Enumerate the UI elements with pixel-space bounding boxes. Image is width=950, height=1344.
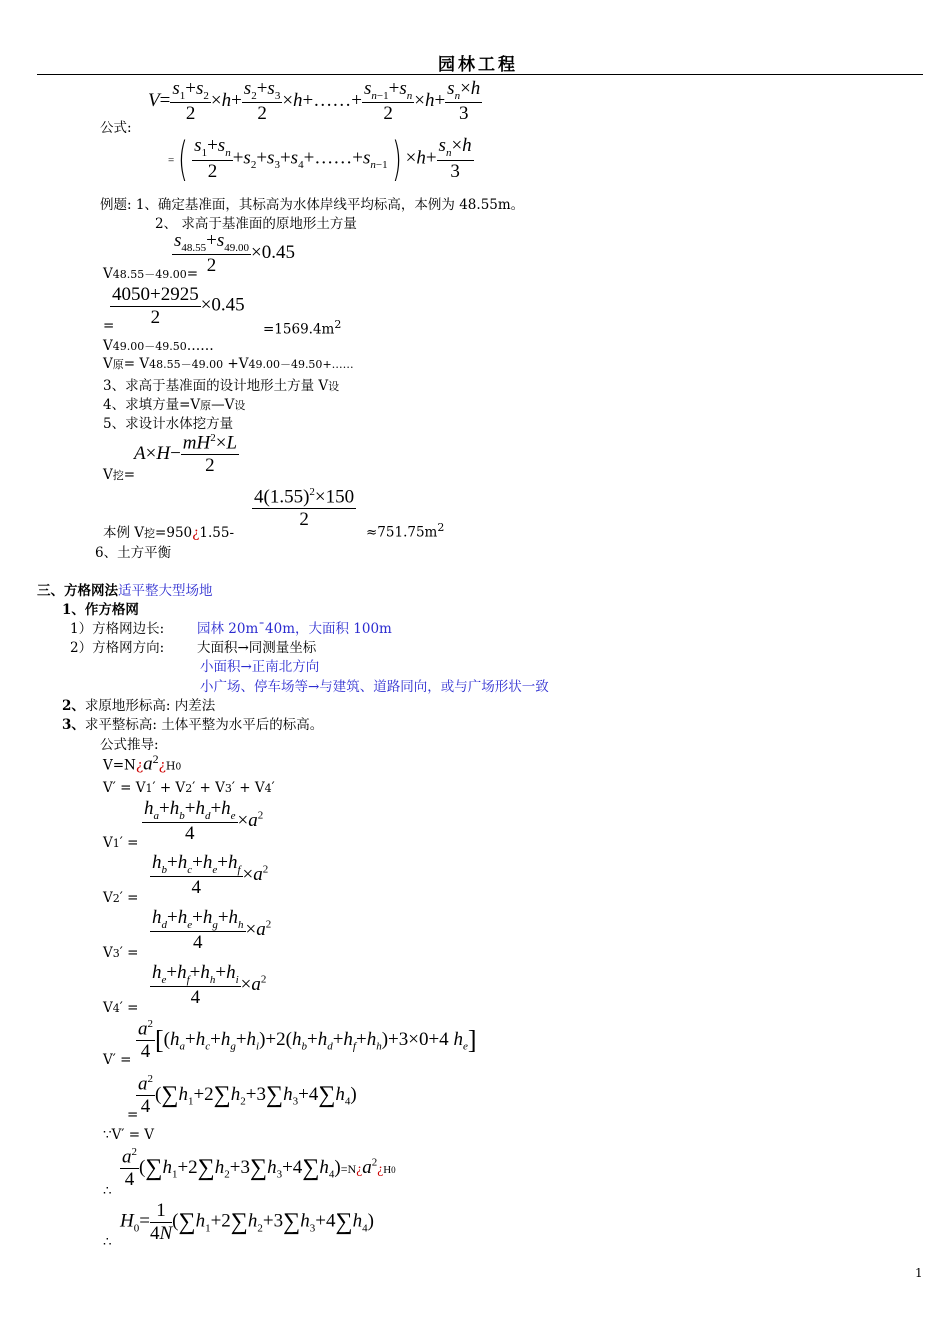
section3-title: 三、方格网法适平整大型场地 xyxy=(37,583,213,599)
item1-2-value3: 小广场、停车场等→与建筑、道路同向，或与广场形状一致 xyxy=(200,679,549,695)
therefore-symbol-1: ∴ xyxy=(103,1183,112,1199)
therefore-symbol-2: ∴ xyxy=(103,1234,112,1250)
v-prime-expanded: $\frac{a^2}{4}$ [$(h_a+h_c+h_g+h_i)+2(h_b+h_d+h_f+h_h)+3\times 0+4$ $h_e$] xyxy=(138,1018,477,1063)
v-prime-label: V′ = xyxy=(103,1052,132,1068)
example-line2: 2、 求高于基准面的原地形土方量 xyxy=(155,216,357,232)
header-rule xyxy=(37,74,923,75)
page-header-title: 园林工程 xyxy=(438,55,518,75)
page-number: 1 xyxy=(915,1266,923,1280)
calc-result: $=1569.4m^2$ xyxy=(263,318,342,338)
item3-line: 3、求平整标高: 土体平整为水平后的标高。 xyxy=(62,717,324,733)
v3-label: V3′ = xyxy=(103,945,139,961)
item1-1-value: 园林 20m¯40m，大面积 100m xyxy=(197,621,392,637)
example-wa-fraction: $\frac{4(1.55)^2\times 150}{2}$ xyxy=(254,486,355,531)
step4-text: 4、求填方量=V原—V设 xyxy=(103,397,246,413)
item1-1-label: 1）方格网边长: xyxy=(70,621,165,637)
because-line: ∵V′ = V xyxy=(103,1127,155,1143)
derivation-label: 公式推导: xyxy=(100,737,159,753)
therefore-equation: $\frac{a^2}{4}$ $(\sum h_1+2\sum h_2+3\sum h_3+4\sum h_4)=N¿a^2¿H0$ xyxy=(122,1146,396,1191)
v-49-49-50-line: V49.00－49.50…… xyxy=(103,338,214,354)
calc-eq-sign: = xyxy=(103,318,115,334)
example-formula-fraction: $\frac{s_{48.55}+s_{49.00}}{2}$ ×0.45 xyxy=(174,230,295,277)
v-48-49-label: V48.55－49.00= xyxy=(103,266,199,282)
volume-formula-line2: =( $\frac{s_1+s_n}{2}$ $+s_2+s_3+s_4+\dots\dots+s_{n-1}) \times h+$ $\frac{s_n\times h}{3}$ xyxy=(168,132,472,186)
v-prime-sum: V′ = V1′ + V2′ + V3′ + V4′ xyxy=(103,780,275,796)
example-wa-result: $\approx 751.75m^2$ xyxy=(366,521,445,541)
item2-line: 2、求原地形标高: 内差法 xyxy=(62,698,216,714)
v-prime-sum-form: $\frac{a^2}{4}$ $(\sum h_1+2\sum h_2+3\sum h_3+4\sum h_4)$ xyxy=(138,1073,357,1118)
v2-label: V2′ = xyxy=(103,890,139,906)
v4-fraction: $\frac{h_e+h_f+h_h+h_i}{4}$ $\times a^2$ xyxy=(152,962,267,1009)
v2-fraction: $\frac{h_b+h_c+h_e+h_f}{4}$ $\times a^2$ xyxy=(152,852,269,899)
excavation-formula: A×H− $\frac{mH^2\times L}{2}$ xyxy=(134,432,238,477)
item1-2-value2: 小面积→正南北方向 xyxy=(200,659,320,675)
item1-2-label: 2）方格网方向: xyxy=(70,640,165,656)
v4-label: V4′ = xyxy=(103,1000,139,1016)
formula-label: 公式: xyxy=(100,120,132,136)
step5-text: 5、求设计水体挖方量 xyxy=(103,416,234,432)
v-n-a2-h0: $V=N¿a^2¿H0$ xyxy=(103,752,182,775)
item1-2-value: 大面积→同测量坐标 xyxy=(197,640,317,656)
v3-fraction: $\frac{h_d+h_e+h_g+h_h}{4}$ $\times a^2$ xyxy=(152,907,272,954)
example-calc-fraction: $\frac{4050+2925}{2}$ ×0.45 xyxy=(112,284,245,328)
step6-text: 6、土方平衡 xyxy=(95,545,172,561)
example-line1: 例题: 1、确定基准面，其标高为水体岸线平均标高，本例为 48.55m。 xyxy=(100,197,525,213)
v1-label: V1′ = xyxy=(103,835,139,851)
eq-sign-1: = xyxy=(127,1107,139,1123)
v1-fraction: $\frac{h_a+h_b+h_d+h_e}{4}$ $\times a^2$ xyxy=(144,798,264,845)
v-yuan-sum-line: V原= V48.55－49.00 +V49.00－49.50+…… xyxy=(103,356,354,372)
item1-title: 1、作方格网 xyxy=(62,602,139,618)
h0-final-formula: $H_0=$ $\frac{1}{4N}$ $(\sum h_1+2\sum h_2+3\sum h_3+4\sum h_4)$ xyxy=(120,1200,374,1244)
step3-text: 3、求高于基准面的设计地形土方量 V设 xyxy=(103,378,340,394)
example-wa-line: 本例 V挖=950¿1.55- xyxy=(103,525,235,541)
volume-formula-line1: V= $\frac{s_1+s_2}{2}$ ×h+ $\frac{s_2+s_3}{2}$ ×h+……+ $\frac{s_{n-1}+s_n}{2}$ ×h+ $\frac{s_n\times h}{3}$ xyxy=(148,78,481,125)
v-wa-label: V挖= xyxy=(103,467,136,483)
